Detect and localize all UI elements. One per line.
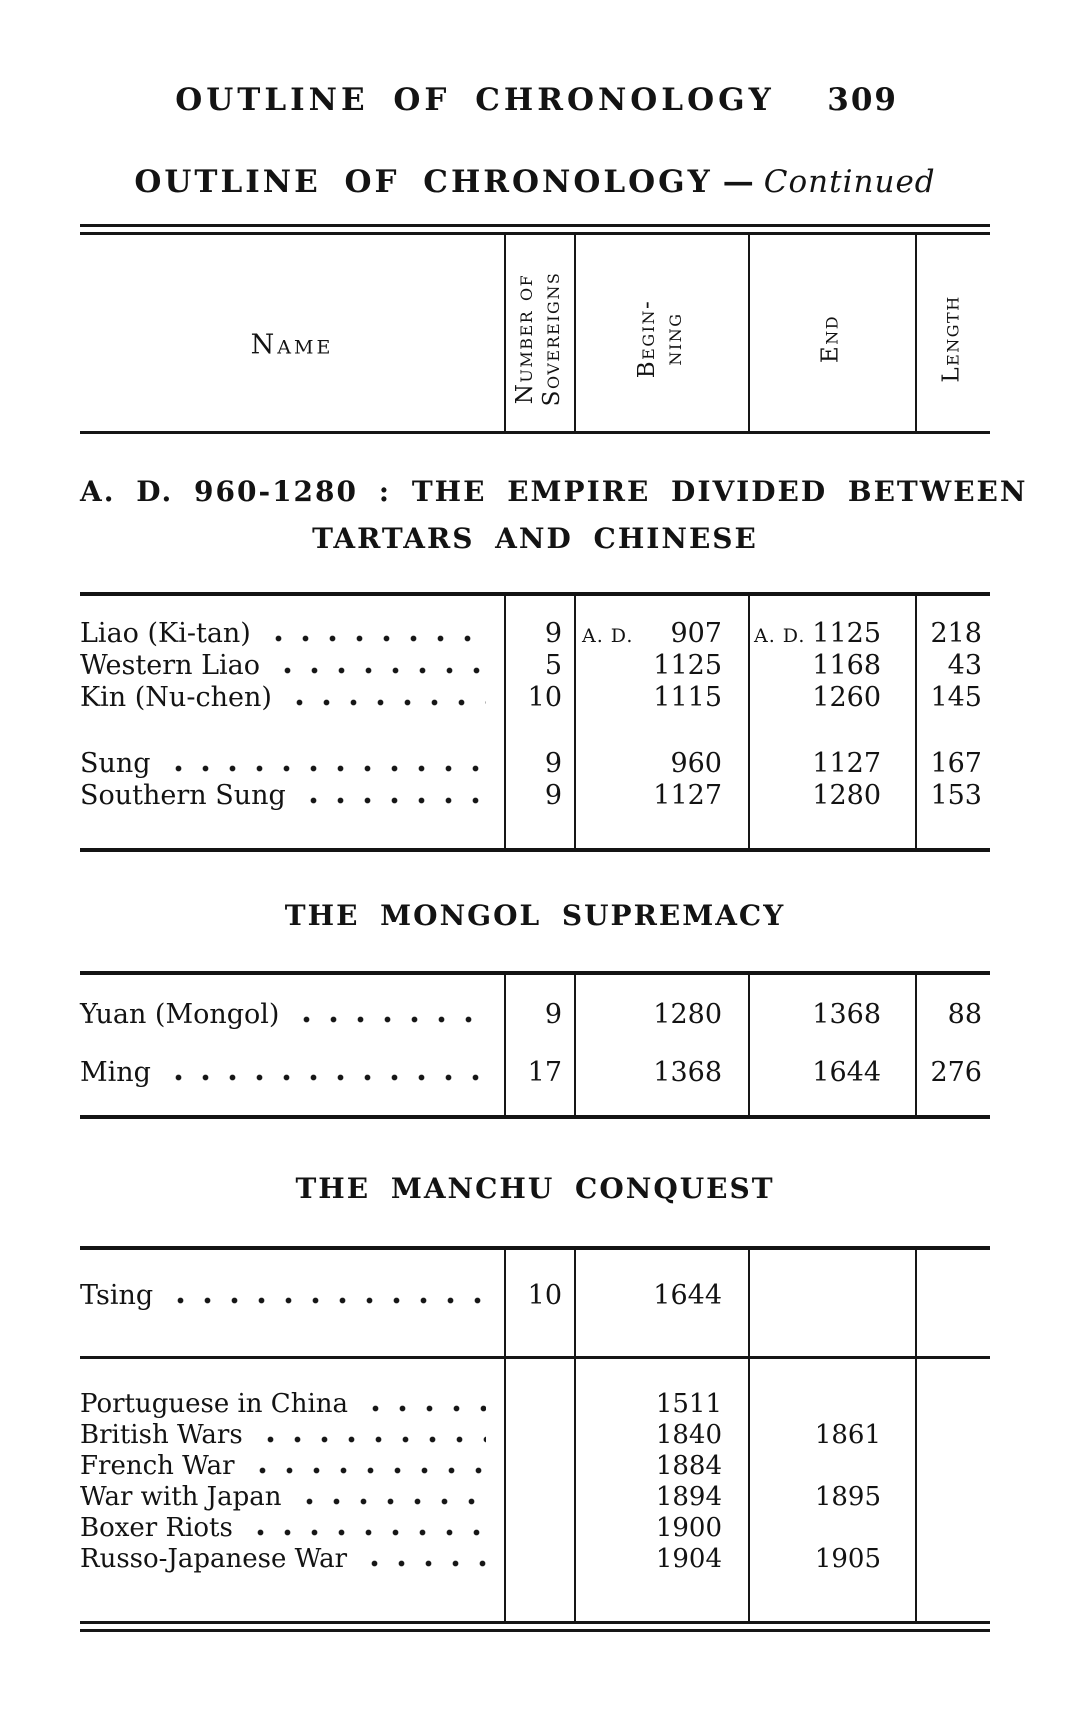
sovereigns-value: 9 bbox=[544, 618, 562, 649]
name-cell bbox=[80, 999, 504, 1030]
name-cell bbox=[80, 1451, 504, 1481]
table-row bbox=[80, 1057, 990, 1089]
section-heading-text: THE MONGOL SUPREMACY bbox=[284, 899, 786, 932]
beginning-value: 1280 bbox=[653, 999, 722, 1030]
length-value: 153 bbox=[930, 780, 982, 811]
column-divider bbox=[574, 235, 576, 431]
name-cell bbox=[80, 1482, 504, 1512]
end-value: 1861 bbox=[814, 1420, 881, 1450]
dot-leader bbox=[274, 667, 486, 674]
end-value: 1260 bbox=[812, 682, 881, 713]
beginning-value: 1511 bbox=[655, 1389, 722, 1419]
running-head-title: OUTLINE OF CHRONOLOGY bbox=[175, 82, 775, 118]
tartars-table-body bbox=[80, 596, 990, 848]
dynasty-name: Tsing bbox=[80, 1280, 154, 1311]
end-cell bbox=[748, 1482, 915, 1512]
era-label: A. D. bbox=[754, 625, 806, 647]
column-divider bbox=[574, 596, 576, 848]
sovereigns-value: 17 bbox=[527, 1057, 562, 1088]
era-label: A. D. bbox=[582, 625, 634, 647]
section-heading-mongol bbox=[80, 898, 990, 933]
end-cell bbox=[748, 780, 915, 811]
dynasty-name: Liao (Ki-tan) bbox=[80, 618, 251, 649]
beginning-value: 1884 bbox=[655, 1451, 722, 1481]
group-gap bbox=[80, 714, 990, 748]
end-value: 1368 bbox=[812, 999, 881, 1030]
beginning-value: 1894 bbox=[655, 1482, 722, 1512]
beginning-value: 1904 bbox=[655, 1544, 722, 1574]
beginning-value: 1125 bbox=[653, 650, 722, 681]
dot-leader bbox=[361, 1560, 486, 1567]
end-value: 1280 bbox=[812, 780, 881, 811]
dot-leader bbox=[167, 1297, 486, 1304]
end-cell bbox=[748, 650, 915, 681]
beginning-cell bbox=[574, 780, 748, 811]
table-row bbox=[80, 1280, 990, 1312]
beginning-line2: ning bbox=[661, 312, 687, 366]
table-row bbox=[80, 1513, 990, 1544]
event-name: War with Japan bbox=[80, 1482, 282, 1512]
dynasty-name: Kin (Nu-chen) bbox=[80, 682, 272, 713]
beginning-cell bbox=[574, 682, 748, 713]
running-head bbox=[80, 0, 990, 122]
length-value: 276 bbox=[930, 1057, 982, 1088]
table-row bbox=[80, 780, 990, 812]
bottom-double-rule bbox=[80, 1629, 990, 1632]
beginning-value: 960 bbox=[670, 748, 722, 779]
dot-leader bbox=[293, 1016, 486, 1023]
section-heading-line1: A. D. 960-1280 : THE EMPIRE DIVIDED BETWEEN bbox=[80, 475, 1028, 508]
length-value: 218 bbox=[930, 618, 982, 649]
column-header-length: Length bbox=[938, 295, 965, 383]
name-cell bbox=[80, 650, 504, 681]
table-row bbox=[80, 748, 990, 780]
name-cell bbox=[80, 618, 504, 649]
end-cell bbox=[748, 748, 915, 779]
dot-leader bbox=[265, 635, 486, 642]
length-value: 43 bbox=[947, 650, 982, 681]
em-dash: — bbox=[722, 164, 754, 200]
beginning-cell bbox=[574, 618, 748, 649]
column-divider bbox=[504, 975, 506, 1115]
dot-leader bbox=[362, 1405, 486, 1412]
table-header-band bbox=[80, 235, 990, 434]
column-divider bbox=[574, 1359, 576, 1621]
section-heading-line2: TARTARS AND CHINESE bbox=[312, 522, 758, 555]
beginning-cell bbox=[574, 1389, 748, 1419]
name-cell bbox=[80, 1513, 504, 1543]
beginning-cell bbox=[574, 999, 748, 1030]
end-value: 1125 bbox=[812, 618, 881, 649]
beginning-cell bbox=[574, 1451, 748, 1481]
length-value: 145 bbox=[930, 682, 982, 713]
table-row bbox=[80, 999, 990, 1031]
table-row bbox=[80, 618, 990, 650]
section-heading-text: THE MANCHU CONQUEST bbox=[295, 1172, 775, 1205]
column-header-end: End bbox=[817, 314, 844, 363]
dynasty-name: Ming bbox=[80, 1057, 151, 1088]
dot-leader bbox=[300, 797, 486, 804]
column-header-name: Name bbox=[250, 329, 334, 361]
sovereigns-value: 10 bbox=[527, 1280, 562, 1311]
name-cell bbox=[80, 1389, 504, 1419]
end-cell bbox=[748, 1420, 915, 1450]
name-cell bbox=[80, 780, 504, 811]
end-value: 1168 bbox=[812, 650, 881, 681]
dot-leader bbox=[296, 1498, 487, 1505]
beginning-value: 1368 bbox=[653, 1057, 722, 1088]
end-value: 1895 bbox=[814, 1482, 881, 1512]
column-divider bbox=[748, 1359, 750, 1621]
event-name: Portuguese in China bbox=[80, 1389, 349, 1419]
column-divider bbox=[504, 1359, 506, 1621]
beginning-cell bbox=[574, 748, 748, 779]
table-row bbox=[80, 682, 990, 714]
dot-leader bbox=[249, 1467, 486, 1474]
name-cell bbox=[80, 748, 504, 779]
end-value: 1644 bbox=[812, 1057, 881, 1088]
dynasty-name: Yuan (Mongol) bbox=[80, 999, 280, 1030]
end-value: 1905 bbox=[814, 1544, 881, 1574]
column-divider bbox=[748, 1250, 750, 1356]
dynasty-name: Sung bbox=[80, 748, 151, 779]
beginning-value: 1644 bbox=[653, 1280, 722, 1311]
beginning-cell bbox=[574, 1420, 748, 1450]
beginning-value: 1127 bbox=[653, 780, 722, 811]
page-number: 309 bbox=[827, 82, 898, 118]
beginning-value: 907 bbox=[670, 618, 722, 649]
event-name: British Wars bbox=[80, 1420, 243, 1450]
column-divider bbox=[915, 596, 917, 848]
page-content bbox=[80, 0, 1028, 1632]
top-double-rule bbox=[80, 224, 990, 235]
dot-leader bbox=[247, 1529, 486, 1536]
column-header-beginning bbox=[634, 300, 688, 378]
sovereigns-value: 9 bbox=[544, 780, 562, 811]
column-divider bbox=[915, 1359, 917, 1621]
event-name: Boxer Riots bbox=[80, 1513, 233, 1543]
beginning-cell bbox=[574, 1057, 748, 1088]
sovereigns-value: 9 bbox=[544, 748, 562, 779]
sovereigns-line1: Number of bbox=[512, 273, 538, 405]
end-cell bbox=[748, 1057, 915, 1088]
sovereigns-value: 9 bbox=[544, 999, 562, 1030]
dot-leader bbox=[165, 765, 486, 772]
dot-leader bbox=[286, 699, 486, 706]
manchu-dynasty-body bbox=[80, 1250, 990, 1359]
name-cell bbox=[80, 1544, 504, 1574]
column-divider bbox=[748, 975, 750, 1115]
manchu-events-body bbox=[80, 1359, 990, 1624]
beginning-cell bbox=[574, 650, 748, 681]
name-cell bbox=[80, 682, 504, 713]
beginning-value: 1115 bbox=[653, 682, 722, 713]
table-row bbox=[80, 1451, 990, 1482]
dot-leader bbox=[165, 1074, 486, 1081]
column-divider bbox=[574, 1250, 576, 1356]
dynasty-name: Southern Sung bbox=[80, 780, 286, 811]
end-cell bbox=[748, 999, 915, 1030]
column-header-sovereigns bbox=[512, 272, 566, 407]
column-divider bbox=[915, 975, 917, 1115]
beginning-cell bbox=[574, 1544, 748, 1574]
manchu-table bbox=[80, 1246, 990, 1624]
length-value: 167 bbox=[930, 748, 982, 779]
column-divider bbox=[915, 235, 917, 431]
dot-leader bbox=[257, 1436, 486, 1443]
column-divider bbox=[504, 1250, 506, 1356]
column-divider bbox=[748, 596, 750, 848]
end-value: 1127 bbox=[812, 748, 881, 779]
column-divider bbox=[915, 1250, 917, 1356]
sovereigns-value: 10 bbox=[527, 682, 562, 713]
continued-title bbox=[80, 164, 990, 200]
mongol-table-body bbox=[80, 975, 990, 1115]
table-row bbox=[80, 1544, 990, 1575]
column-divider bbox=[574, 975, 576, 1115]
beginning-line1: Begin- bbox=[634, 299, 660, 379]
name-cell bbox=[80, 1057, 504, 1088]
length-value: 88 bbox=[947, 999, 982, 1030]
sovereigns-value: 5 bbox=[544, 650, 562, 681]
column-divider bbox=[504, 235, 506, 431]
beginning-cell bbox=[574, 1280, 748, 1311]
table-row bbox=[80, 1389, 990, 1420]
column-divider bbox=[748, 235, 750, 431]
table-row bbox=[80, 650, 990, 682]
beginning-cell bbox=[574, 1513, 748, 1543]
continued-label: Continued bbox=[763, 164, 936, 200]
section-heading-tartars bbox=[80, 474, 1028, 556]
continued-title-text: OUTLINE OF CHRONOLOGY bbox=[134, 164, 713, 200]
tartars-table bbox=[80, 592, 990, 852]
sovereigns-line2: Sovereigns bbox=[539, 271, 565, 407]
table-row bbox=[80, 1482, 990, 1513]
end-cell bbox=[748, 1544, 915, 1574]
name-cell bbox=[80, 1280, 504, 1311]
column-divider bbox=[504, 596, 506, 848]
beginning-value: 1900 bbox=[655, 1513, 722, 1543]
beginning-cell bbox=[574, 1482, 748, 1512]
mongol-table bbox=[80, 971, 990, 1119]
beginning-value: 1840 bbox=[655, 1420, 722, 1450]
end-cell bbox=[748, 618, 915, 649]
event-name: Russo-Japanese War bbox=[80, 1544, 348, 1574]
name-cell bbox=[80, 1420, 504, 1450]
table-row bbox=[80, 1420, 990, 1451]
section-heading-manchu bbox=[80, 1171, 990, 1206]
event-name: French War bbox=[80, 1451, 235, 1481]
end-cell bbox=[748, 682, 915, 713]
dynasty-name: Western Liao bbox=[80, 650, 261, 681]
